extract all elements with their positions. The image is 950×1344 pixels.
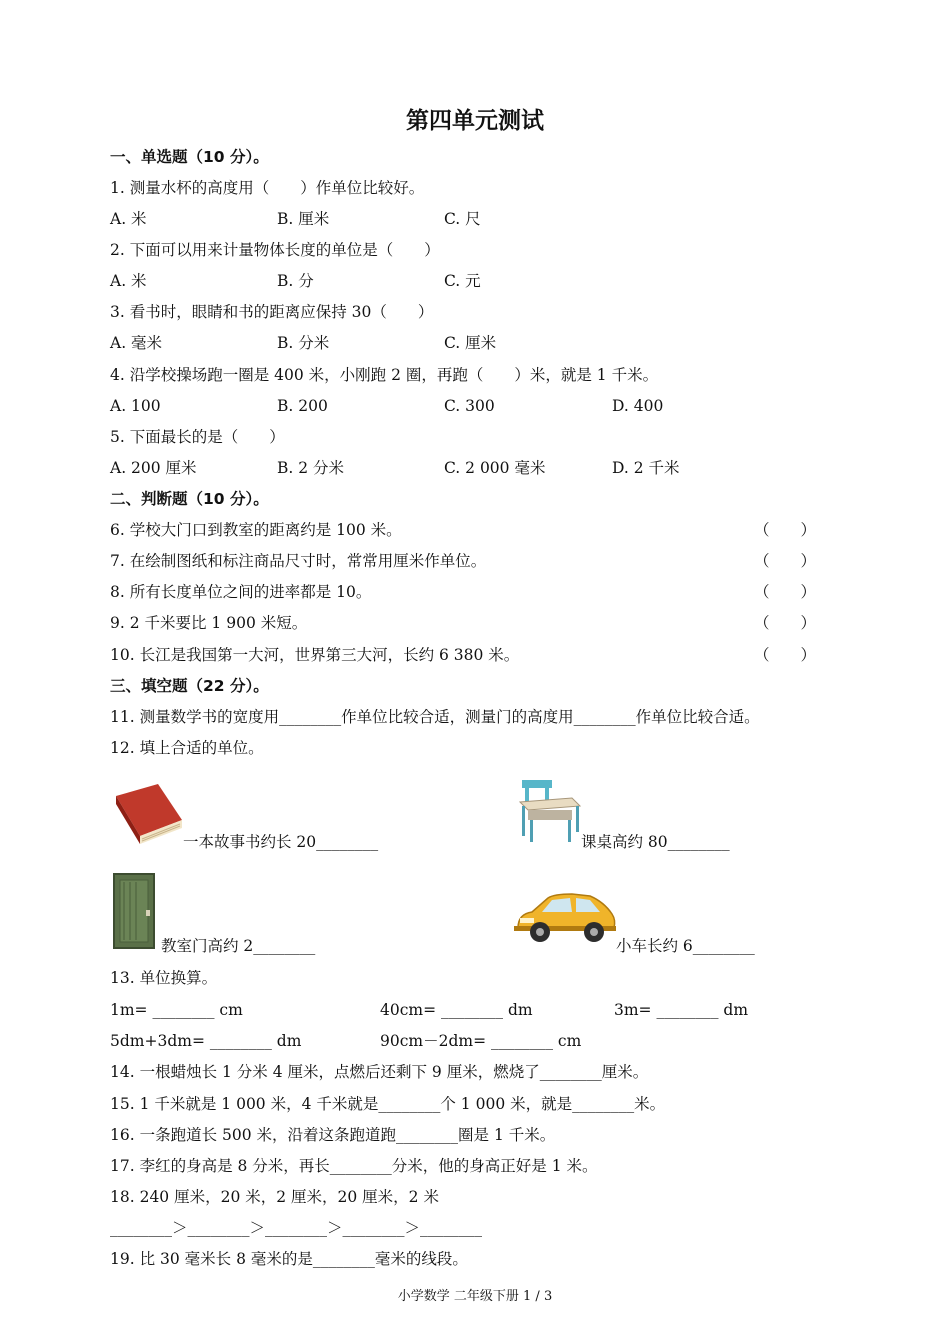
option-5d: D. 2 千米 [612, 459, 680, 477]
option-4c: C. 300 [444, 397, 495, 415]
question-19: 19. 比 30 毫米长 8 毫米的是________毫米的线段。 [110, 1250, 468, 1268]
caption-car: 小车长约 6________ [616, 937, 755, 955]
question-10: 10. 长江是我国第一大河，世界第三大河，长约 6 380 米。 [110, 646, 520, 664]
question-12: 12. 填上合适的单位。 [110, 739, 264, 757]
question-14: 14. 一根蜡烛长 1 分米 4 厘米，点燃后还剩下 9 厘米，燃烧了________厘米。 [110, 1063, 649, 1081]
conversion-3: 3m= ________ dm [614, 1001, 749, 1019]
option-1c: C. 尺 [444, 210, 481, 228]
page-footer: 小学数学 二年级下册 1 / 3 [397, 1289, 553, 1304]
question-17: 17. 李红的身高是 8 分米，再长________分米，他的身高正好是 1 米。 [110, 1157, 598, 1175]
caption-desk: 课桌高约 80________ [581, 833, 730, 851]
option-3c: C. 厘米 [444, 334, 497, 352]
page-title: 第四单元测试 [406, 108, 544, 134]
answer-paren-8: （ ） [754, 583, 817, 601]
question-11: 11. 测量数学书的宽度用________作单位比较合适，测量门的高度用________作单位比较合适。 [110, 708, 760, 726]
question-1: 1. 测量水杯的高度用（ ）作单位比较好。 [110, 179, 425, 197]
section-heading-fill-in: 三、填空题（22 分）。 [110, 677, 269, 695]
door-image [112, 872, 156, 950]
desk-image [516, 778, 582, 844]
section-heading-true-false: 二、判断题（10 分）。 [110, 490, 269, 508]
question-3: 3. 看书时，眼睛和书的距离应保持 30（ ） [110, 303, 434, 321]
conversion-1: 1m= ________ cm [110, 1001, 243, 1019]
answer-paren-6: （ ） [754, 521, 817, 539]
car-image [514, 888, 618, 946]
option-5a: A. 200 厘米 [110, 459, 197, 477]
answer-paren-10: （ ） [754, 646, 817, 664]
option-4d: D. 400 [612, 397, 664, 415]
option-3a: A. 毫米 [110, 334, 163, 352]
option-1b: B. 厘米 [277, 210, 330, 228]
option-5b: B. 2 分米 [277, 459, 345, 477]
section-heading-single-choice: 一、单选题（10 分）。 [110, 148, 269, 166]
question-2: 2. 下面可以用来计量物体长度的单位是（ ） [110, 241, 440, 259]
question-15: 15. 1 千米就是 1 000 米，4 千米就是________个 1 000 米，就是________米。 [110, 1095, 666, 1113]
option-3b: B. 分米 [277, 334, 330, 352]
answer-paren-7: （ ） [754, 552, 817, 570]
question-7: 7. 在绘制图纸和标注商品尺寸时，常常用厘米作单位。 [110, 552, 487, 570]
option-2b: B. 分 [277, 272, 314, 290]
question-13: 13. 单位换算。 [110, 969, 218, 987]
answer-paren-9: （ ） [754, 614, 817, 632]
question-16: 16. 一条跑道长 500 米，沿着这条跑道跑________圈是 1 千米。 [110, 1126, 556, 1144]
option-2c: C. 元 [444, 272, 481, 290]
option-5c: C. 2 000 毫米 [444, 459, 546, 477]
caption-door: 教室门高约 2________ [161, 937, 316, 955]
book-image [112, 782, 184, 844]
conversion-5: 90cm－2dm= ________ cm [380, 1032, 582, 1050]
question-8: 8. 所有长度单位之间的进率都是 10。 [110, 583, 372, 601]
question-18-order-blanks: ________＞________＞________＞________＞________ [110, 1219, 483, 1237]
question-18: 18. 240 厘米，20 米，2 厘米，20 厘米，2 米 [110, 1188, 439, 1206]
conversion-2: 40cm= ________ dm [380, 1001, 533, 1019]
option-4b: B. 200 [277, 397, 328, 415]
question-5: 5. 下面最长的是（ ） [110, 428, 285, 446]
option-4a: A. 100 [110, 397, 161, 415]
question-4: 4. 沿学校操场跑一圈是 400 米，小刚跑 2 圈，再跑（ ）米，就是 1 千米。 [110, 366, 659, 384]
option-1a: A. 米 [110, 210, 147, 228]
question-9: 9. 2 千米要比 1 900 米短。 [110, 614, 308, 632]
conversion-4: 5dm+3dm= ________ dm [110, 1032, 302, 1050]
option-2a: A. 米 [110, 272, 147, 290]
caption-book: 一本故事书约长 20________ [183, 833, 379, 851]
question-6: 6. 学校大门口到教室的距离约是 100 米。 [110, 521, 402, 539]
